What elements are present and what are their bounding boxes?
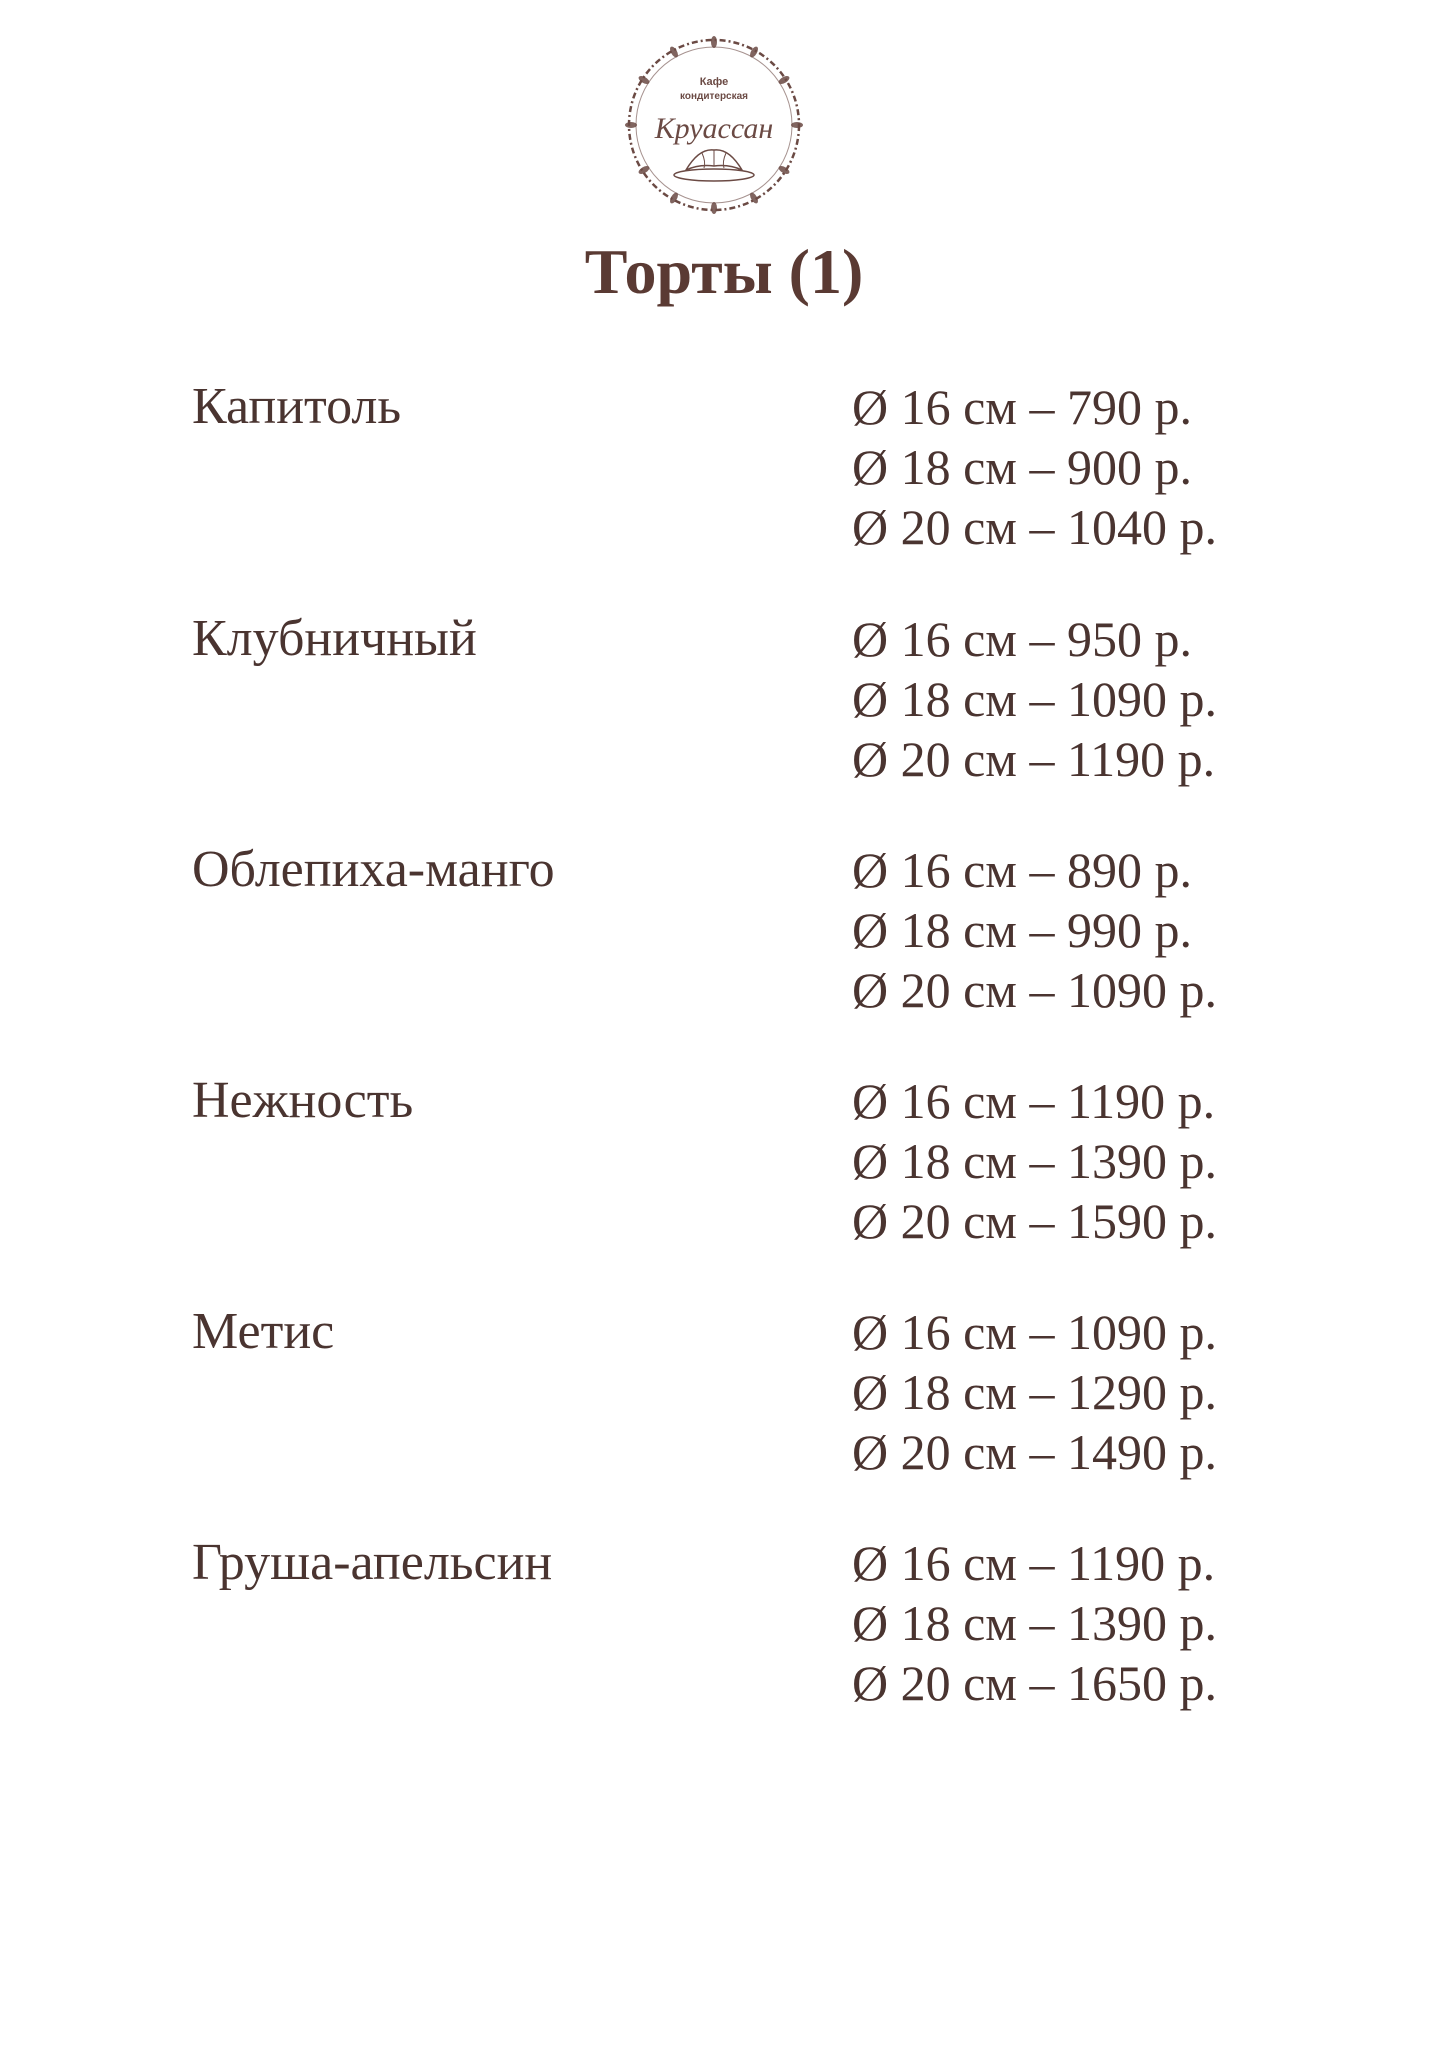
cake-name: Метис xyxy=(192,1303,335,1360)
price-16cm: Ø 16 см – 1190 р. xyxy=(852,1073,1216,1129)
price-list xyxy=(852,840,1217,1020)
logo-line2: кондитерская xyxy=(679,91,749,102)
price-list xyxy=(852,377,1217,557)
price-20cm: Ø 20 см – 1590 р. xyxy=(852,1193,1217,1249)
price-list xyxy=(852,1071,1217,1251)
price-20cm: Ø 20 см – 1040 р. xyxy=(852,499,1217,555)
price-18cm: Ø 18 см – 1290 р. xyxy=(852,1364,1217,1420)
price-16cm: Ø 16 см – 890 р. xyxy=(852,842,1192,898)
page-title: Торты (1) xyxy=(584,236,864,307)
price-18cm: Ø 18 см – 1390 р. xyxy=(852,1133,1217,1189)
price-16cm: Ø 16 см – 1090 р. xyxy=(852,1304,1217,1360)
cafe-logo xyxy=(614,30,814,220)
menu-item xyxy=(0,1533,1448,1733)
cake-name: Клубничный xyxy=(192,610,477,667)
price-20cm: Ø 20 см – 1650 р. xyxy=(852,1655,1217,1711)
price-list xyxy=(852,1302,1217,1482)
price-16cm: Ø 16 см – 790 р. xyxy=(852,379,1192,435)
price-16cm: Ø 16 см – 950 р. xyxy=(852,611,1192,667)
price-18cm: Ø 18 см – 1090 р. xyxy=(852,671,1217,727)
menu-item xyxy=(0,609,1448,809)
price-20cm: Ø 20 см – 1090 р. xyxy=(852,962,1217,1018)
cake-name: Капитоль xyxy=(192,378,402,435)
logo-wreath-icon xyxy=(614,30,814,220)
price-list xyxy=(852,609,1217,789)
croissant-icon xyxy=(674,150,754,181)
menu-item xyxy=(0,1302,1448,1502)
menu-item xyxy=(0,377,1448,577)
price-18cm: Ø 18 см – 1390 р. xyxy=(852,1595,1217,1651)
cake-name: Облепиха-манго xyxy=(192,841,555,898)
price-16cm: Ø 16 см – 1190 р. xyxy=(852,1535,1216,1591)
logo-line1: Кафе xyxy=(699,76,729,88)
logo-name: Круассан xyxy=(654,112,774,145)
price-18cm: Ø 18 см – 990 р. xyxy=(852,902,1192,958)
price-20cm: Ø 20 см – 1490 р. xyxy=(852,1424,1217,1480)
price-18cm: Ø 18 см – 900 р. xyxy=(852,439,1192,495)
menu-item xyxy=(0,840,1448,1040)
cake-name: Нежность xyxy=(192,1072,414,1129)
price-list xyxy=(852,1533,1217,1713)
price-20cm: Ø 20 см – 1190 р. xyxy=(852,731,1216,787)
menu-item xyxy=(0,1071,1448,1271)
cake-name: Груша-апельсин xyxy=(192,1534,553,1591)
